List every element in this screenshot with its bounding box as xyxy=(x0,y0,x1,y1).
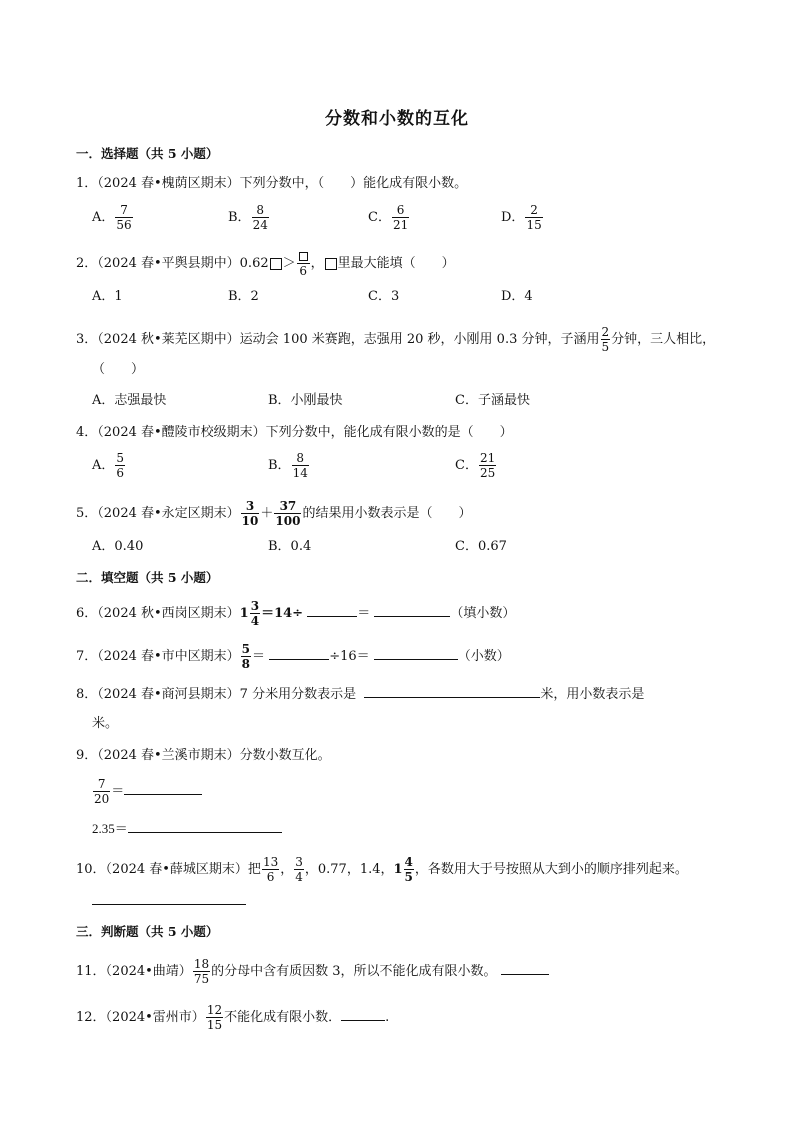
question-text: 的结果用小数表示是（ ） xyxy=(302,506,472,521)
question-3-option-b[interactable]: B．小刚最快 xyxy=(268,393,343,408)
question-5-stem xyxy=(76,500,471,527)
answer-blank[interactable] xyxy=(92,890,246,905)
question-text: （2024•雷州市） xyxy=(105,1010,205,1025)
option-label: C． xyxy=(368,210,391,225)
question-text: （2024 秋•莱芜区期中）运动会 100 米赛跑，志强用 20 秒，小刚用 0.3 分钟，子涵用 xyxy=(97,332,600,347)
option-label: A． xyxy=(92,210,115,225)
question-12-stem xyxy=(76,1004,389,1031)
fraction: $\frac{7}{20}$ xyxy=(94,777,110,806)
fraction: $\frac{2}{15}$ xyxy=(526,203,542,232)
answer-blank[interactable] xyxy=(269,645,329,660)
answer-blank[interactable] xyxy=(364,683,540,698)
question-number: 6． xyxy=(76,606,98,621)
question-text: ，0.77，1.4， xyxy=(304,862,394,877)
question-text: （2024 春•槐荫区期末）下列分数中，（ xyxy=(97,176,325,191)
question-text: （2024•曲靖） xyxy=(105,964,192,979)
question-4-stem xyxy=(76,423,513,443)
question-3-paren: （ ） xyxy=(92,362,145,377)
question-5-option-a[interactable]: A．0.40 xyxy=(92,539,144,554)
question-number: 3． xyxy=(76,332,98,347)
question-number: 11． xyxy=(76,964,106,979)
blank-box-icon xyxy=(299,252,308,261)
option-label: B． xyxy=(268,458,291,473)
question-text: （2024 秋•西岗区期末） xyxy=(97,606,240,621)
question-text: 里最大能填（ xyxy=(337,256,416,271)
question-5-option-b[interactable]: B．0.4 xyxy=(268,539,312,554)
fraction: $\frac{7}{56}$ xyxy=(116,203,132,232)
question-8-stem xyxy=(76,683,644,705)
question-7-stem xyxy=(76,643,510,670)
question-1-stem xyxy=(76,174,467,194)
fraction: $\frac{3}{10}$ xyxy=(241,499,259,528)
question-2-option-c[interactable]: C．3 xyxy=(368,289,400,304)
question-number: 8． xyxy=(76,687,98,702)
question-number: 2． xyxy=(76,256,98,271)
mixed-number-whole: 1 xyxy=(393,862,403,877)
question-number: 12． xyxy=(76,1010,106,1025)
equals-sign: ＝ xyxy=(111,784,125,799)
answer-blank[interactable] xyxy=(341,1006,385,1021)
fraction: $\frac{3}{4}$ xyxy=(250,599,260,628)
question-text: ÷16＝ xyxy=(329,649,370,664)
question-8-stem-cont: 米。 xyxy=(92,716,119,731)
question-9-item-2 xyxy=(92,818,282,839)
question-text: （填小数） xyxy=(450,606,516,621)
question-4-option-c[interactable] xyxy=(455,452,497,479)
fraction: $\frac{21}{25}$ xyxy=(479,451,496,480)
section-heading-judge: 三．判断题（共 5 小题） xyxy=(76,924,219,939)
fraction: $\frac{4}{5}$ xyxy=(404,855,413,884)
option-label: B． xyxy=(228,210,251,225)
fraction: $\frac{37}{100}$ xyxy=(275,499,301,528)
question-2-option-a[interactable]: A．1 xyxy=(92,289,123,304)
question-text: ） xyxy=(441,256,455,271)
fraction: $\frac{2}{5}$ xyxy=(601,325,610,354)
blank-box-icon xyxy=(325,258,337,270)
question-3-option-a[interactable]: A．志强最快 xyxy=(92,393,167,408)
answer-blank[interactable] xyxy=(374,645,458,660)
answer-blank[interactable] xyxy=(128,818,282,833)
answer-blank[interactable] xyxy=(501,960,549,975)
answer-blank[interactable] xyxy=(307,602,357,617)
question-1-option-c[interactable] xyxy=(368,204,410,231)
question-10-stem xyxy=(76,856,688,883)
fraction: $\frac{8}{24}$ xyxy=(252,203,268,232)
question-9-item-1 xyxy=(92,778,202,805)
question-text: 分钟，三人相比， xyxy=(611,332,716,347)
section-heading-fill: 二．填空题（共 5 小题） xyxy=(76,570,219,585)
fraction: $\frac{13}{6}$ xyxy=(262,855,279,884)
equals-sign: ＝ xyxy=(252,649,266,664)
fraction: $\frac{18}{75}$ xyxy=(193,957,210,986)
question-text: （2024 春•商河县期末）7 分米用分数表示是 xyxy=(97,687,357,702)
blank-box-icon xyxy=(270,258,282,270)
question-text: （2024 春•醴陵市校级期末）下列分数中，能化成有限小数的是（ ） xyxy=(97,425,513,440)
question-3-option-c[interactable]: C．子涵最快 xyxy=(455,393,530,408)
fraction: $\frac{5}{8}$ xyxy=(241,642,251,671)
question-text: （2024 春•薛城区期末）把 xyxy=(105,862,261,877)
question-text: 的分母中含有质因数 3，所以不能化成有限小数。 xyxy=(211,964,497,979)
fraction: $\frac{12}{15}$ xyxy=(206,1003,223,1032)
question-number: 1． xyxy=(76,176,98,191)
question-number: 9． xyxy=(76,748,98,763)
question-2-option-d[interactable]: D．4 xyxy=(501,289,533,304)
fraction: $\frac{3}{4}$ xyxy=(295,855,303,884)
question-4-option-b[interactable] xyxy=(268,452,310,479)
fraction: 6 xyxy=(297,250,310,277)
question-5-option-c[interactable]: C．0.67 xyxy=(455,539,507,554)
question-10-answer xyxy=(92,890,246,912)
answer-blank[interactable] xyxy=(124,780,202,795)
decimal-value: 2.35＝ xyxy=(92,821,128,836)
question-1-option-d[interactable] xyxy=(501,204,544,231)
mixed-number-whole: 1 xyxy=(239,606,249,621)
section-heading-choice: 一．选择题（共 5 小题） xyxy=(76,146,219,161)
question-text: （2024 春•永定区期末） xyxy=(97,506,240,521)
option-label: C． xyxy=(455,458,478,473)
question-text: （2024 春•市中区期末） xyxy=(97,649,240,664)
option-label: A． xyxy=(92,458,115,473)
option-label: D． xyxy=(501,210,525,225)
question-9-stem xyxy=(76,746,331,766)
question-text: ， xyxy=(310,256,324,271)
plus-sign: ＋ xyxy=(260,506,274,521)
period: . xyxy=(385,1010,390,1025)
question-6-stem: 6．（2024 秋•西岗区期末）1 $\frac{3}{4}$ ＝14÷ ＝ （填小数） xyxy=(76,599,516,628)
equals-sign: ＝ xyxy=(357,606,371,621)
question-number: 5． xyxy=(76,506,98,521)
question-1-option-b[interactable] xyxy=(228,204,270,231)
question-text: 米，用小数表示是 xyxy=(540,687,645,702)
answer-blank[interactable] xyxy=(374,602,450,617)
question-number: 7． xyxy=(76,649,98,664)
fraction: $\frac{6}{21}$ xyxy=(392,203,409,232)
question-4-option-a[interactable] xyxy=(92,452,126,479)
question-1-option-a[interactable] xyxy=(92,204,134,231)
separator: ， xyxy=(280,862,294,877)
question-2-option-b[interactable]: B．2 xyxy=(228,289,259,304)
question-text: 不能化成有限小数． xyxy=(224,1010,342,1025)
fraction: $\frac{8}{14}$ xyxy=(292,451,308,480)
question-text: （2024 春•兰溪市期末）分数小数互化。 xyxy=(97,748,331,763)
question-number: 4． xyxy=(76,425,98,440)
question-2-stem xyxy=(76,250,455,277)
question-text: ）能化成有限小数。 xyxy=(350,176,468,191)
question-number: 10． xyxy=(76,862,106,877)
question-text: （2024 春•平舆县期中）0.62 xyxy=(97,256,269,271)
question-text: （小数） xyxy=(457,649,510,664)
question-11-stem xyxy=(76,958,549,985)
page-title: 分数和小数的互化 xyxy=(325,109,469,129)
question-3-stem xyxy=(76,326,715,353)
question-text: ，各数用大于号按照从大到小的顺序排列起来。 xyxy=(414,862,688,877)
fraction: $\frac{5}{6}$ xyxy=(116,451,125,480)
greater-than-sign: ＞ xyxy=(282,256,296,271)
